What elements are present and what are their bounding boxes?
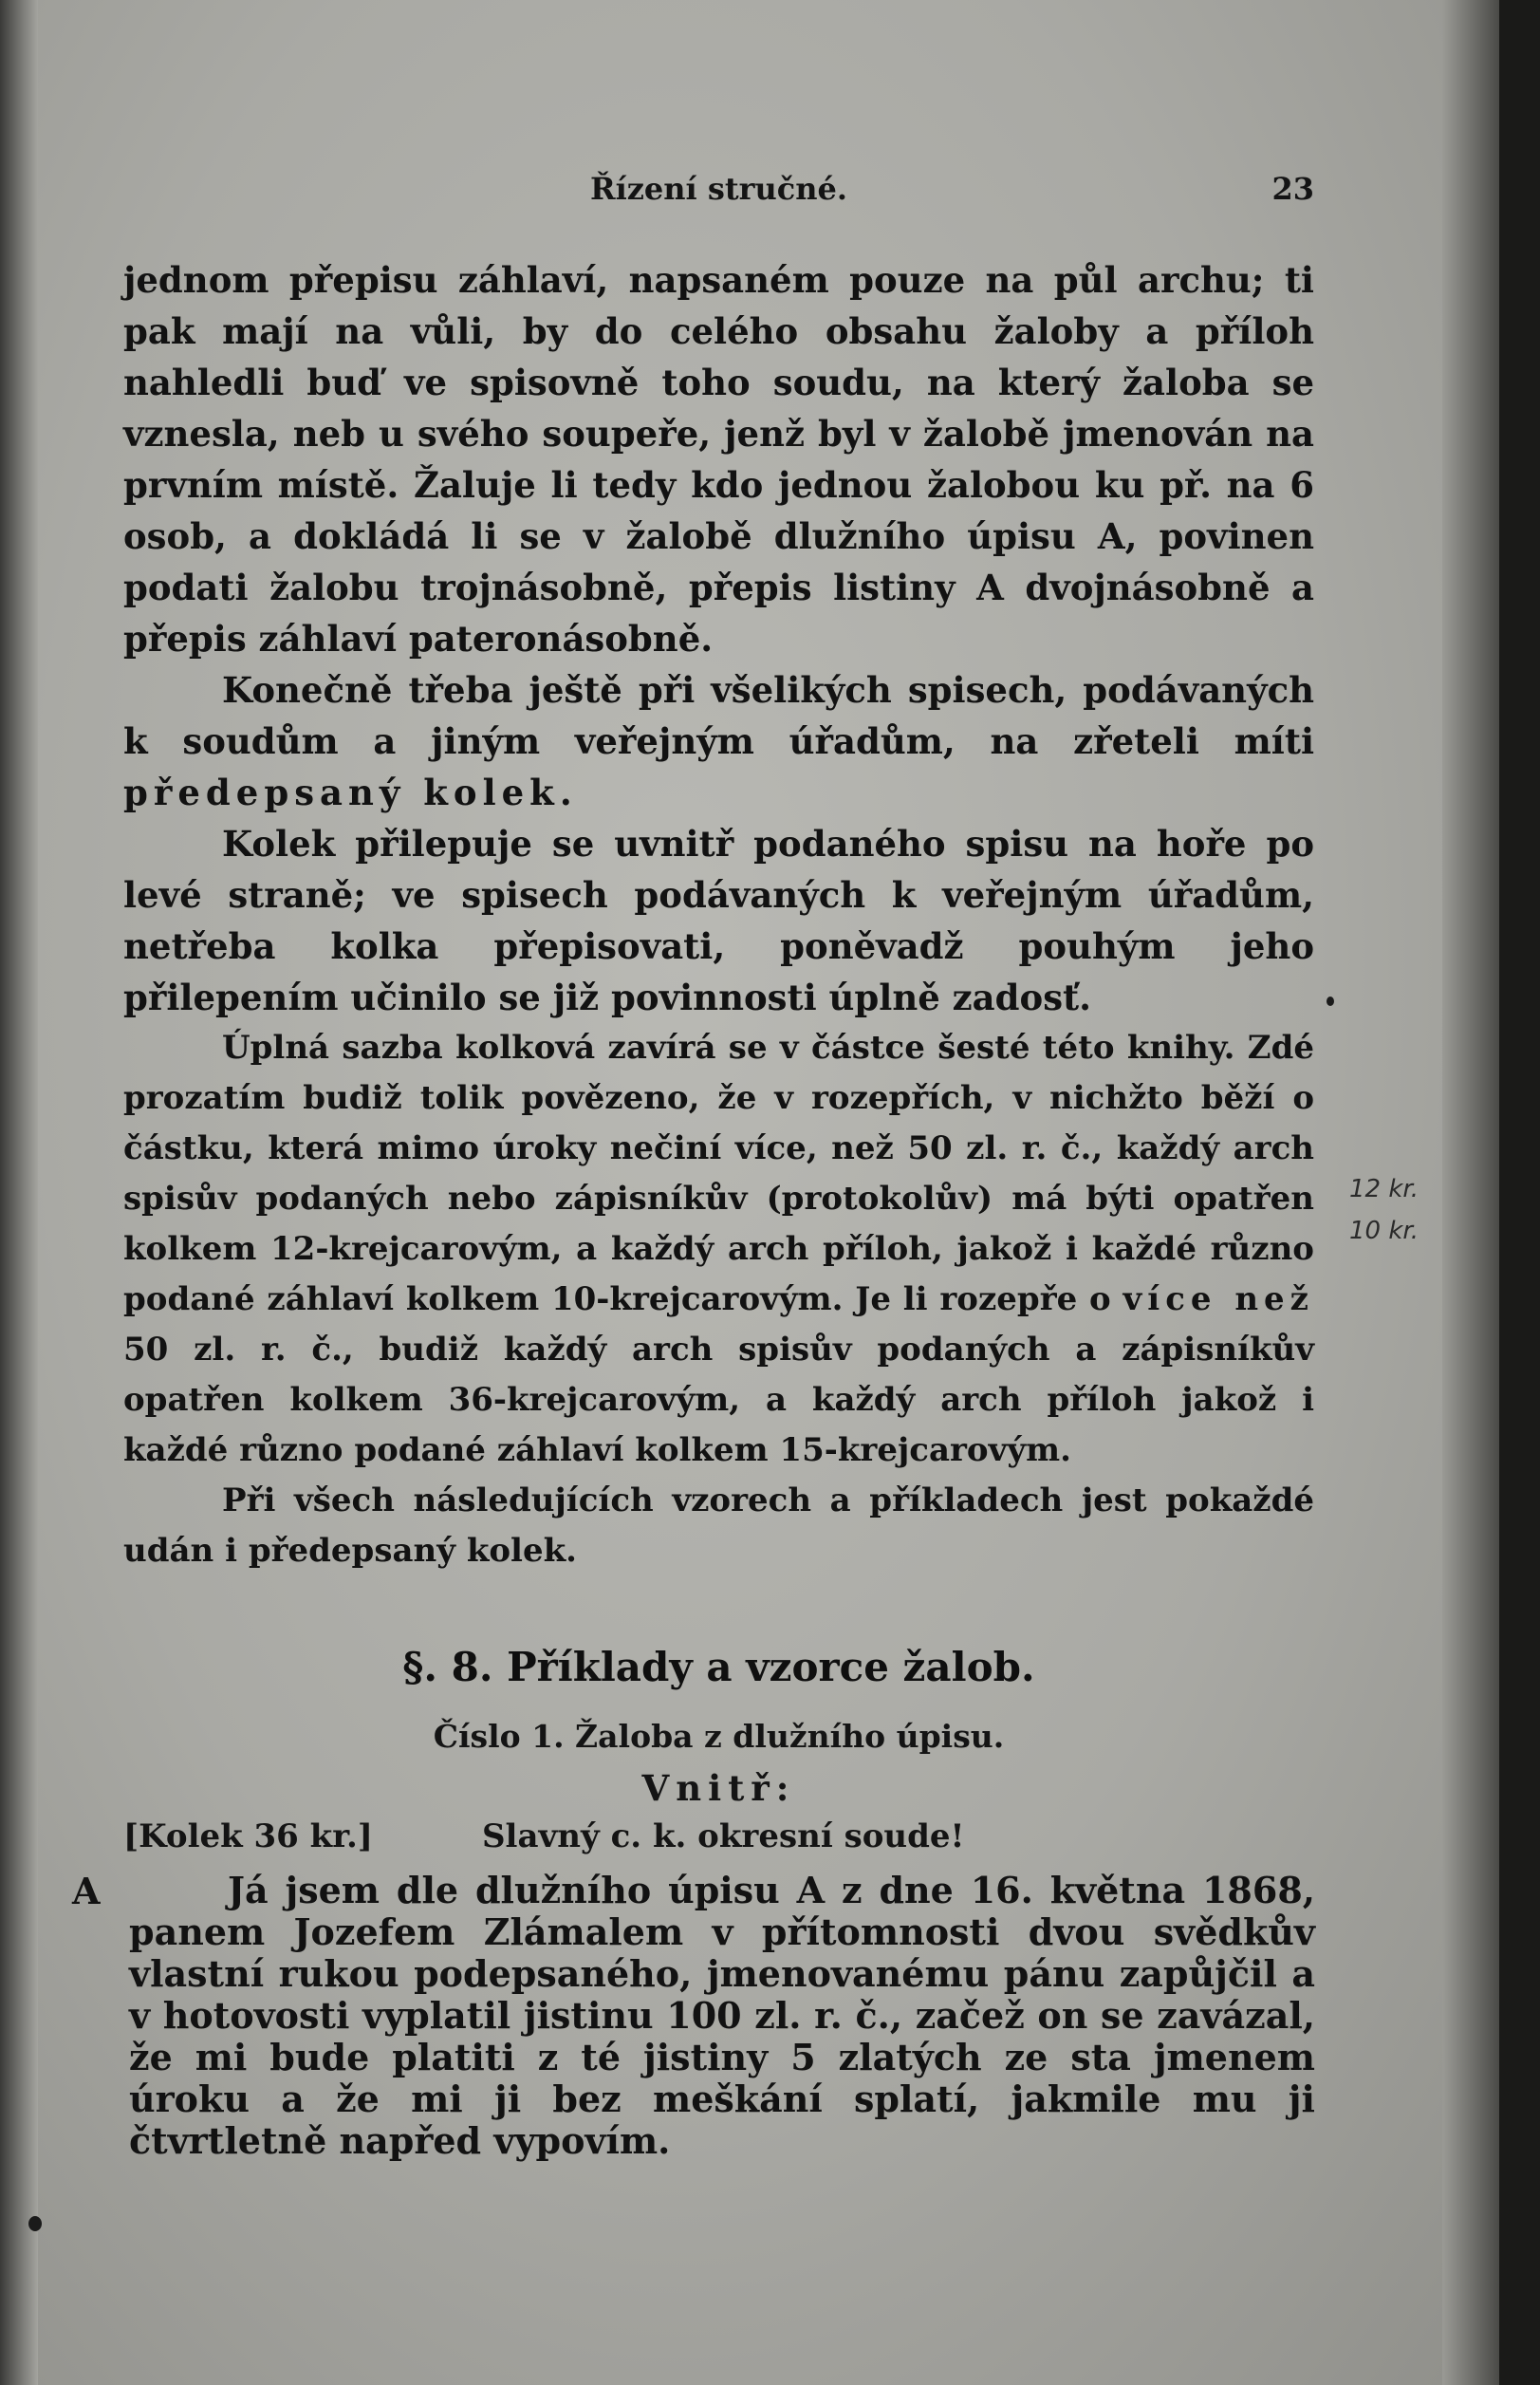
paragraph-1: jednom přepisu záhlaví, napsaném pouze na půl archu; ti pak mají na vůli, by do celého obsahu žaloby a příloh nahledli buď ve spisovně toho soudu, na který žaloba se vznesla, neb u svého soupeře, jenž byl v žalobě jmenován na prvním místě. Žaluje li tedy kdo jednou žalobou ku př. na 6 osob, a dokládá li se v žalobě dlužního úpisu A, povinen podati žalobu trojnásobně, přepis listiny A dvojnásobně a přepis záhlaví pateronásobně. xyxy=(123,259,1314,660)
page-edge-shadow-right xyxy=(1442,0,1499,2385)
section-subheading: Číslo 1. Žaloba z dlužního úpisu. xyxy=(433,1718,1005,1755)
court-address: Slavný c. k. okresní soude! xyxy=(482,1817,965,1855)
paragraph-5: Při všech následujících vzorech a příkladech jest pokaždé udán i předepsaný kolek. xyxy=(123,1481,1314,1570)
running-title: Řízení stručné. xyxy=(589,171,847,207)
body-text xyxy=(123,254,1314,1576)
paragraph-2-text: Konečně třeba ještě při všelikých spisech, podávaných k soudům a jiným veřejným úřadům, na zřeteli míti xyxy=(123,669,1314,762)
exhibit-mark: A xyxy=(72,1870,101,1912)
margin-note-2: 10 kr. xyxy=(1349,1217,1419,1245)
paragraph-4 xyxy=(123,1023,1314,1476)
paragraph-2-emphasis: předepsaný kolek. xyxy=(123,772,578,813)
paragraph-3: Kolek přilepuje se uvnitř podaného spisu na hoře po levé straně; ve spisech podávaných k veřejným úřadům, netřeba kolka přepisovati, poněvadž pouhým jeho přilepením učinilo se již povinnosti úplně zadosť. xyxy=(123,823,1314,1018)
paragraph-2 xyxy=(123,664,1314,818)
margin-note-1: 12 kr. xyxy=(1349,1175,1419,1203)
page-edge-shadow-left xyxy=(0,0,38,2385)
stamp-note: [Kolek 36 kr.] xyxy=(123,1817,373,1855)
paragraph-4-text-b: 50 zl. r. č., budiž každý arch spisův podaných a zápisníkův opatřen kolkem 36-krejcarovým, a každý arch příloh jakož i každé různo podané záhlaví kolkem 15-krejcarovým. xyxy=(123,1331,1314,1469)
paragraph-4-emphasis: více než xyxy=(1123,1280,1314,1318)
page-number: 23 xyxy=(1271,171,1314,207)
scan-speck xyxy=(1327,997,1334,1006)
stamp-row xyxy=(123,1817,1314,1865)
example-body: Já jsem dle dlužního úpisu A z dne 16. května 1868, panem Jozefem Zlámalem v přítomnosti dvou svědkův vlastní rukou podepsaného, jmenovanému pánu zapůjčil a v hotovosti vyplatil jistinu 100 zl. r. č., začež on se zavázal, že mi bude platiti z té jistiny 5 zlatých ze sta jmenem úroku a že mi ji bez meškání splatí, jakmile mu ji čtvrtletně napřed vypovím. xyxy=(129,1869,1315,2162)
running-head xyxy=(123,159,1314,213)
scan-speck xyxy=(28,2216,42,2231)
paragraph-4-text-a: Úplná sazba kolková zavírá se v částce šesté této knihy. Zdé prozatím budiž tolik povězeno, že v rozepřích, v nichžto běží o částku, která mimo úroky nečiní více, než 50 zl. r. č., každý arch spisův podaných nebo zápisníkův (protokolův) má býti opatřen kolkem 12-krejcarovým, a každý arch příloh, jakož i každé různo podané záhlaví kolkem 10-krejcarovým. Je li rozepře o xyxy=(123,1029,1314,1318)
section-heading: §. 8. Příklady a vzorce žalob. xyxy=(402,1644,1035,1690)
section-label: Vnitř: xyxy=(641,1767,796,1809)
